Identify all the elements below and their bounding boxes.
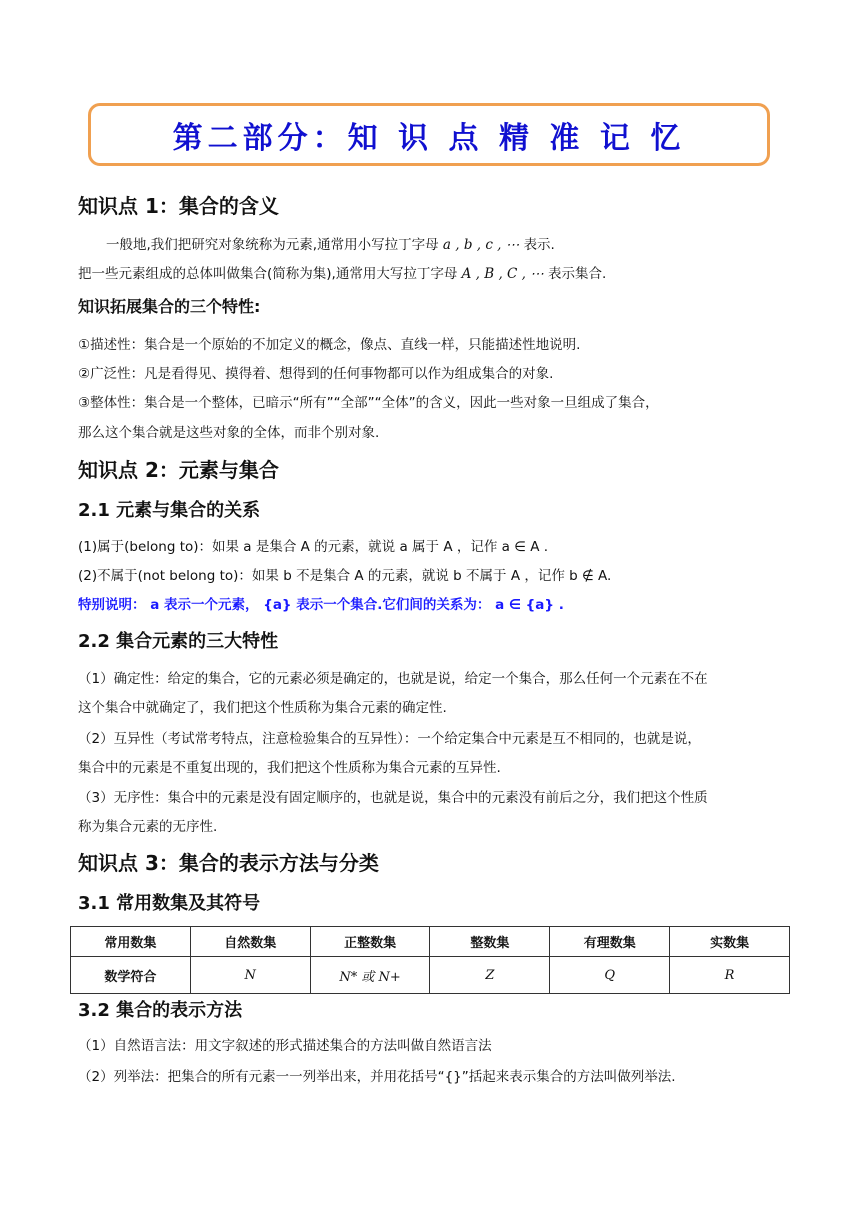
table-cell: Q	[550, 957, 670, 994]
heading-kp2: 知识点 2：元素与集合	[78, 458, 279, 482]
text: 一般地,我们把研究对象统称为元素,通常用小写拉丁字母	[106, 237, 439, 253]
heading-3-1: 3.1 常用数集及其符号	[78, 893, 261, 914]
char-3a: （3）无序性：集合中的元素是没有固定顺序的，也就是说，集合中的元素没有前后之分，我们把这个性质	[78, 790, 708, 806]
char-2a: （2）互异性（考试常考特点，注意检验集合的互异性）：一个给定集合中元素是互不相同的，也就是说，	[78, 731, 701, 747]
method-1: （1）自然语言法：用文字叙述的形式描述集合的方法叫做自然语言法	[78, 1038, 492, 1054]
table-row-label: 数学符合	[71, 957, 191, 994]
table-row	[71, 927, 790, 957]
text: 表示.	[523, 237, 555, 253]
table-cell: N	[190, 957, 310, 994]
table-header: 实数集	[670, 927, 790, 957]
table-header: 自然数集	[190, 927, 310, 957]
heading-ext: 知识拓展集合的三个特性:	[78, 297, 261, 316]
heading-2-1: 2.1 元素与集合的关系	[78, 500, 261, 521]
table-cell: Z	[430, 957, 550, 994]
table-row	[71, 957, 790, 994]
char-1b: 这个集合中就确定了，我们把这个性质称为集合元素的确定性.	[78, 700, 447, 716]
heading-3-2: 3.2 集合的表示方法	[78, 1000, 243, 1021]
paragraph-set-def	[78, 262, 606, 282]
heading-kp1: 知识点 1：集合的含义	[78, 194, 279, 218]
heading-kp3: 知识点 3：集合的表示方法与分类	[78, 851, 379, 875]
banner-title: 第二部分：知 识 点 精 准 记 忆	[172, 120, 686, 156]
table-header: 整数集	[430, 927, 550, 957]
table-header: 有理数集	[550, 927, 670, 957]
table-cell: N* 或 N+	[310, 957, 430, 994]
math-lowercase: a , b , c , ⋯	[442, 237, 520, 253]
heading-2-2: 2.2 集合元素的三大特性	[78, 631, 279, 652]
feature-1: ①描述性：集合是一个原始的不加定义的概念，像点、直线一样，只能描述性地说明.	[78, 337, 581, 353]
paragraph-element-def	[106, 233, 555, 253]
special-note: 特别说明： a 表示一个元素， {a} 表示一个集合.它们间的关系为： a ∈ {a} .	[78, 597, 564, 613]
text: 把一些元素组成的总体叫做集合(简称为集),通常用大写拉丁字母	[78, 266, 458, 282]
relation-not-belong: (2)不属于(not belong to)：如果 b 不是集合 A 的元素，就说 b 不属于 A ，记作 b ∉ A.	[78, 568, 612, 584]
table-header: 正整数集	[310, 927, 430, 957]
table-cell: R	[670, 957, 790, 994]
text: 表示集合.	[548, 266, 607, 282]
math-uppercase: A , B , C , ⋯	[461, 266, 544, 282]
section-banner	[88, 103, 770, 166]
feature-3b: 那么这个集合就是这些对象的全体，而非个别对象.	[78, 425, 380, 441]
feature-2: ②广泛性：凡是看得见、摸得着、想得到的任何事物都可以作为组成集合的对象.	[78, 366, 554, 382]
method-2: （2）列举法：把集合的所有元素一一列举出来，并用花括号“{}”括起来表示集合的方法叫做列举法.	[78, 1069, 676, 1085]
char-2b: 集合中的元素是不重复出现的，我们把这个性质称为集合元素的互异性.	[78, 760, 501, 776]
char-1a: （1）确定性：给定的集合，它的元素必须是确定的，也就是说，给定一个集合，那么任何一个元素在不在	[78, 671, 708, 687]
number-sets-table	[70, 926, 790, 994]
table-header: 常用数集	[71, 927, 191, 957]
feature-3a: ③整体性：集合是一个整体，已暗示“所有”“全部”“全体”的含义，因此一些对象一旦组成了集合，	[78, 395, 659, 411]
relation-belong: (1)属于(belong to)：如果 a 是集合 A 的元素，就说 a 属于 A ，记作 a ∈ A .	[78, 539, 549, 555]
char-3b: 称为集合元素的无序性.	[78, 819, 218, 835]
